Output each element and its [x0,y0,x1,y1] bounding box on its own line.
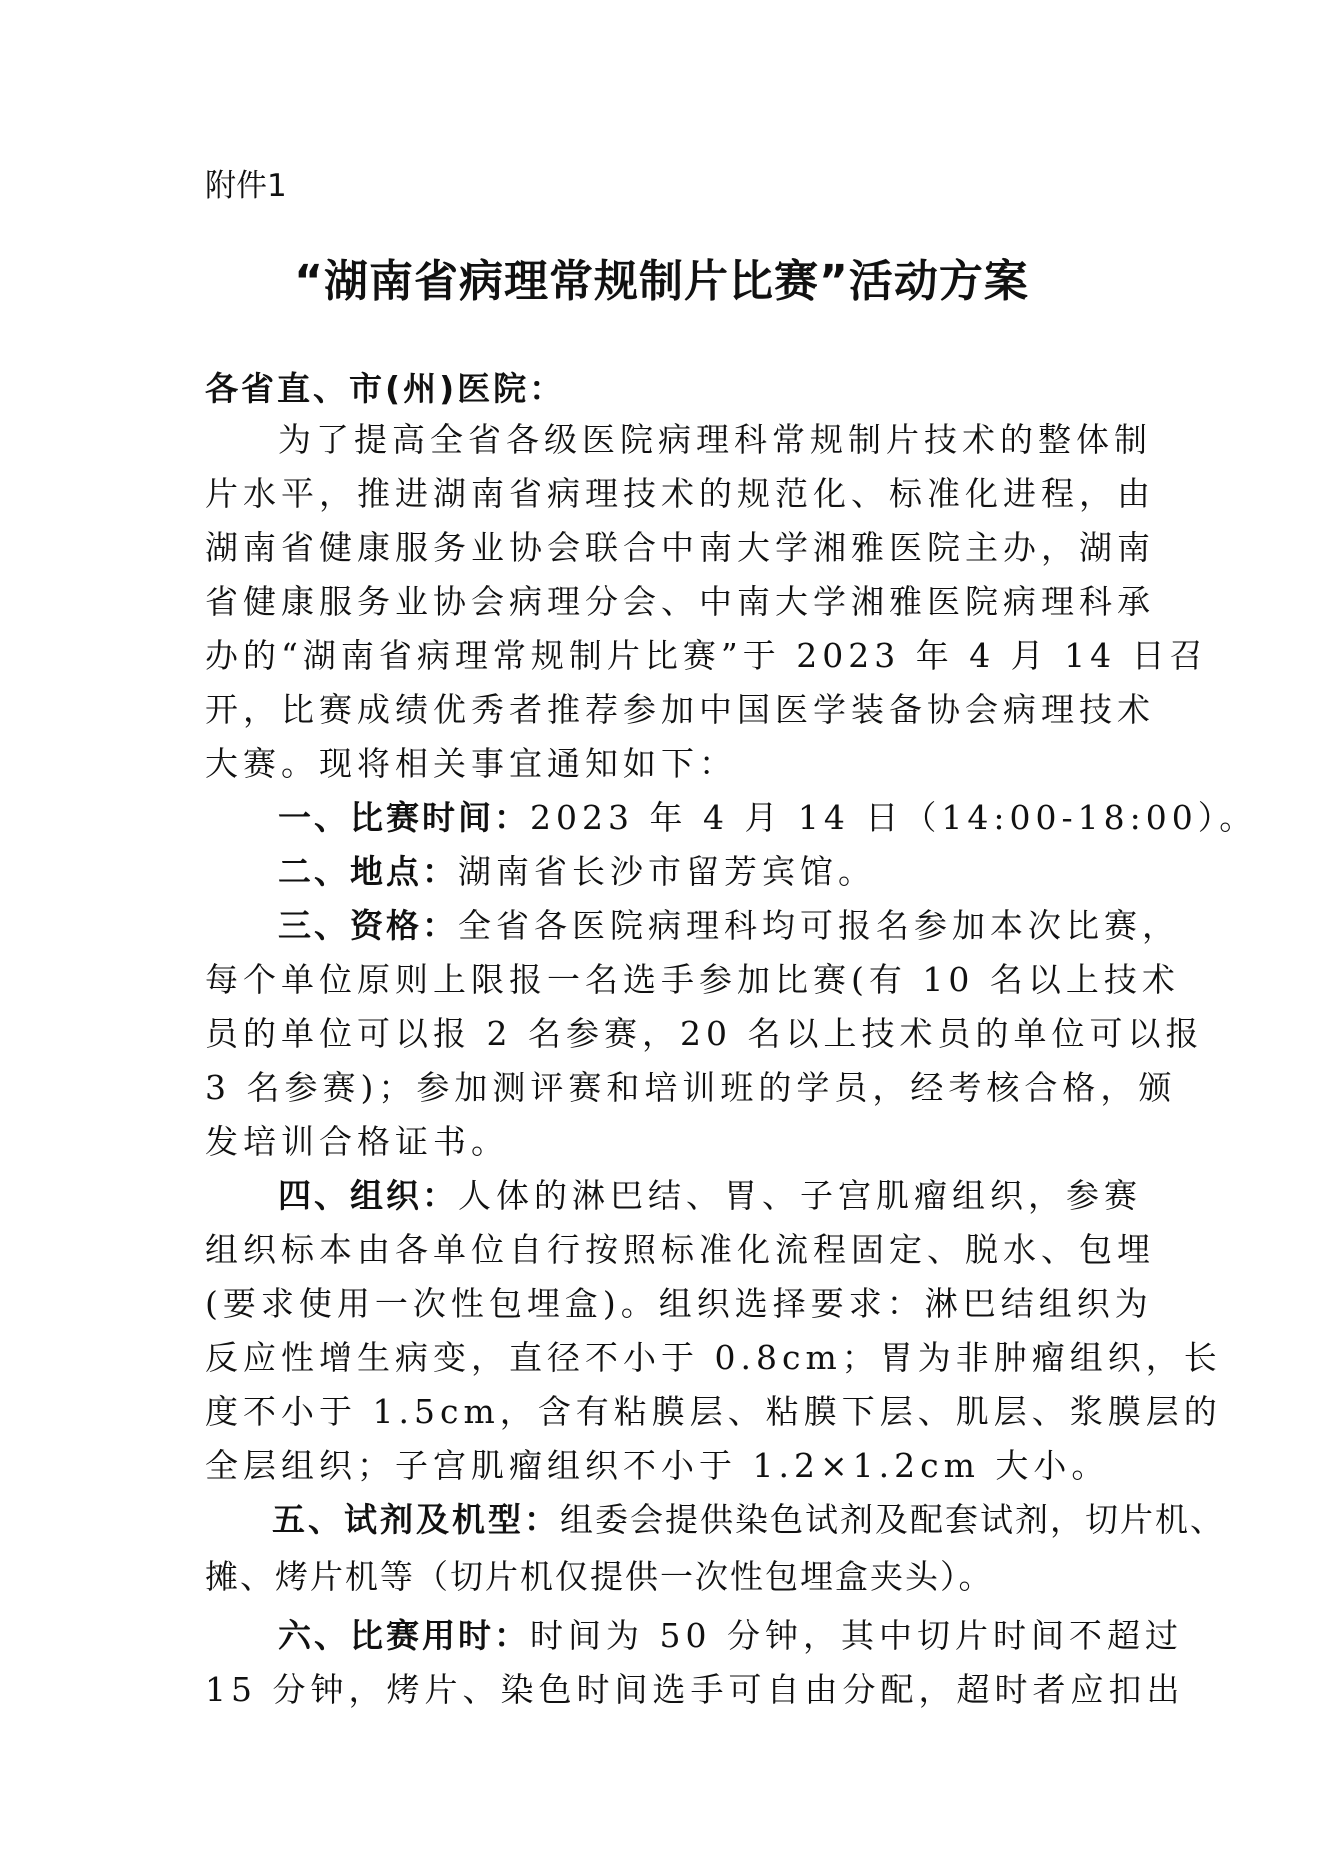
section-3-line: 3 名参赛)；参加测评赛和培训班的学员，经考核合格，颁 [205,1068,1177,1107]
section-1-text: 2023 年 4 月 14 日（14:00-18:00）。 [530,798,1258,837]
section-4-line: 反应性增生病变，直径不小于 0.8cm；胃为非肿瘤组织，长 [205,1338,1222,1377]
intro-line: 为了提高全省各级医院病理科常规制片技术的整体制 [278,420,1152,459]
section-6-text: 时间为 50 分钟，其中切片时间不超过 [530,1616,1183,1655]
section-2 [278,850,876,894]
section-6-heading: 六、比赛用时： [278,1616,530,1655]
section-4-line: (要求使用一次性包埋盒)。组织选择要求：淋巴结组织为 [205,1284,1153,1323]
section-1 [278,796,1257,840]
section-3-line: 员的单位可以报 2 名参赛，20 名以上技术员的单位可以报 [205,1014,1204,1053]
section-3-line: 发培训合格证书。 [205,1122,509,1161]
section-3-line: 每个单位原则上限报一名选手参加比赛(有 10 名以上技术 [205,960,1180,999]
section-4-text: 人体的淋巴结、胃、子宫肌瘤组织，参赛 [458,1176,1142,1215]
intro-line: 大赛。现将相关事宜通知如下： [205,744,737,783]
salutation: 各省直、市(州)医院： [205,369,566,408]
section-4 [278,1174,1142,1218]
intro-line: 办的“湖南省病理常规制片比赛”于 2023 年 4 月 14 日召 [205,636,1208,675]
section-4-heading: 四、组织： [278,1176,458,1215]
section-2-text: 湖南省长沙市留芳宾馆。 [458,852,876,891]
section-3 [278,904,1180,948]
intro-line: 省健康服务业协会病理分会、中南大学湘雅医院病理科承 [205,582,1155,621]
section-5-line: 摊、烤片机等（切片机仅提供一次性包埋盒夹头）。 [205,1557,994,1596]
intro-line: 湖南省健康服务业协会联合中南大学湘雅医院主办，湖南 [205,528,1155,567]
section-3-text: 全省各医院病理科均可报名参加本次比赛， [458,906,1180,945]
section-3-heading: 三、资格： [278,906,458,945]
section-5-heading: 五、试剂及机型： [272,1500,560,1539]
section-4-line: 组织标本由各单位自行按照标准化流程固定、脱水、包埋 [205,1230,1155,1269]
section-5-text: 组委会提供染色试剂及配套试剂，切片机、 [560,1500,1225,1539]
section-1-heading: 一、比赛时间： [278,798,530,837]
intro-line: 片水平，推进湖南省病理技术的规范化、标准化进程，由 [205,474,1155,513]
section-6-line: 15 分钟，烤片、染色时间选手可自由分配，超时者应扣出 [205,1670,1185,1709]
section-4-line: 度不小于 1.5cm，含有粘膜层、粘膜下层、肌层、浆膜层的 [205,1392,1222,1431]
section-4-line: 全层组织；子宫肌瘤组织不小于 1.2×1.2cm 大小。 [205,1446,1110,1485]
intro-line: 开，比赛成绩优秀者推荐参加中国医学装备协会病理技术 [205,690,1155,729]
section-5 [272,1498,1225,1542]
document-title: “湖南省病理常规制片比赛”活动方案 [294,256,1029,307]
attachment-label: 附件1 [205,168,287,204]
section-2-heading: 二、地点： [278,852,458,891]
section-6 [278,1614,1183,1658]
